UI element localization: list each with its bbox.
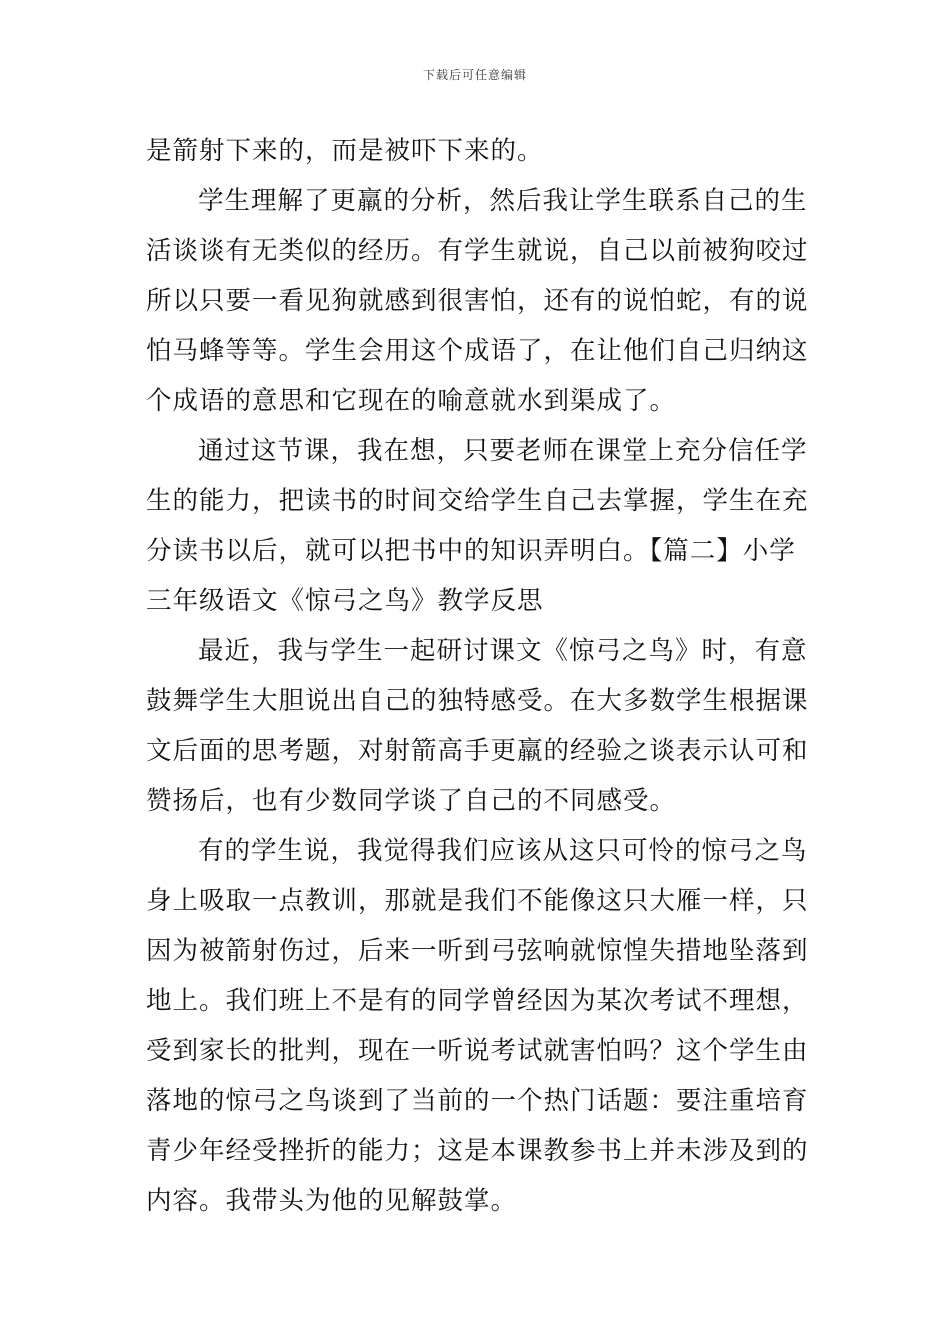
- paragraph-start-line: 有的学生说，我觉得我们应该从这只可怜的惊弓之鸟: [198, 836, 808, 866]
- text-line: 青少年经受挫折的能力；这是本课教参书上并未涉及到的: [146, 1136, 809, 1166]
- text-line: 赞扬后，也有少数同学谈了自己的不同感受。: [146, 786, 677, 816]
- text-line: 身上吸取一点教训，那就是我们不能像这只大雁一样，只: [146, 886, 809, 916]
- text-line: 生的能力，把读书的时间交给学生自己去掌握，学生在充: [146, 486, 809, 516]
- text-line: 受到家长的批判，现在一听说考试就害怕吗？这个学生由: [146, 1036, 809, 1066]
- text-line: 所以只要一看见狗就感到很害怕，还有的说怕蛇，有的说: [146, 286, 809, 316]
- paragraph-start-line: 通过这节课，我在想，只要老师在课堂上充分信任学: [198, 436, 808, 466]
- paragraph-start-line: 最近，我与学生一起研讨课文《惊弓之鸟》时，有意: [198, 636, 808, 666]
- text-line: 分读书以后，就可以把书中的知识弄明白。【篇二】小学: [146, 536, 796, 566]
- text-line: 落地的惊弓之鸟谈到了当前的一个热门话题：要注重培育: [146, 1086, 809, 1116]
- text-line: 活谈谈有无类似的经历。有学生就说，自己以前被狗咬过: [146, 236, 809, 266]
- page-header: 下载后可任意编辑: [422, 68, 527, 82]
- text-line: 三年级语文《惊弓之鸟》教学反思: [146, 586, 544, 616]
- text-line: 文后面的思考题，对射箭高手更羸的经验之谈表示认可和: [146, 736, 809, 766]
- text-line: 内容。我带头为他的见解鼓掌。: [146, 1186, 518, 1216]
- text-line: 地上。我们班上不是有的同学曾经因为某次考试不理想，: [146, 986, 809, 1016]
- text-line: 鼓舞学生大胆说出自己的独特感受。在大多数学生根据课: [146, 686, 809, 716]
- text-line: 是箭射下来的，而是被吓下来的。: [146, 136, 544, 166]
- text-line: 怕马蜂等等。学生会用这个成语了，在让他们自己归纳这: [146, 336, 809, 366]
- text-line: 因为被箭射伤过，后来一听到弓弦响就惊惶失措地坠落到: [146, 936, 809, 966]
- document-body: [146, 126, 808, 1226]
- paragraph-start-line: 学生理解了更羸的分析，然后我让学生联系自己的生: [198, 186, 808, 216]
- text-line: 个成语的意思和它现在的喻意就水到渠成了。: [146, 386, 677, 416]
